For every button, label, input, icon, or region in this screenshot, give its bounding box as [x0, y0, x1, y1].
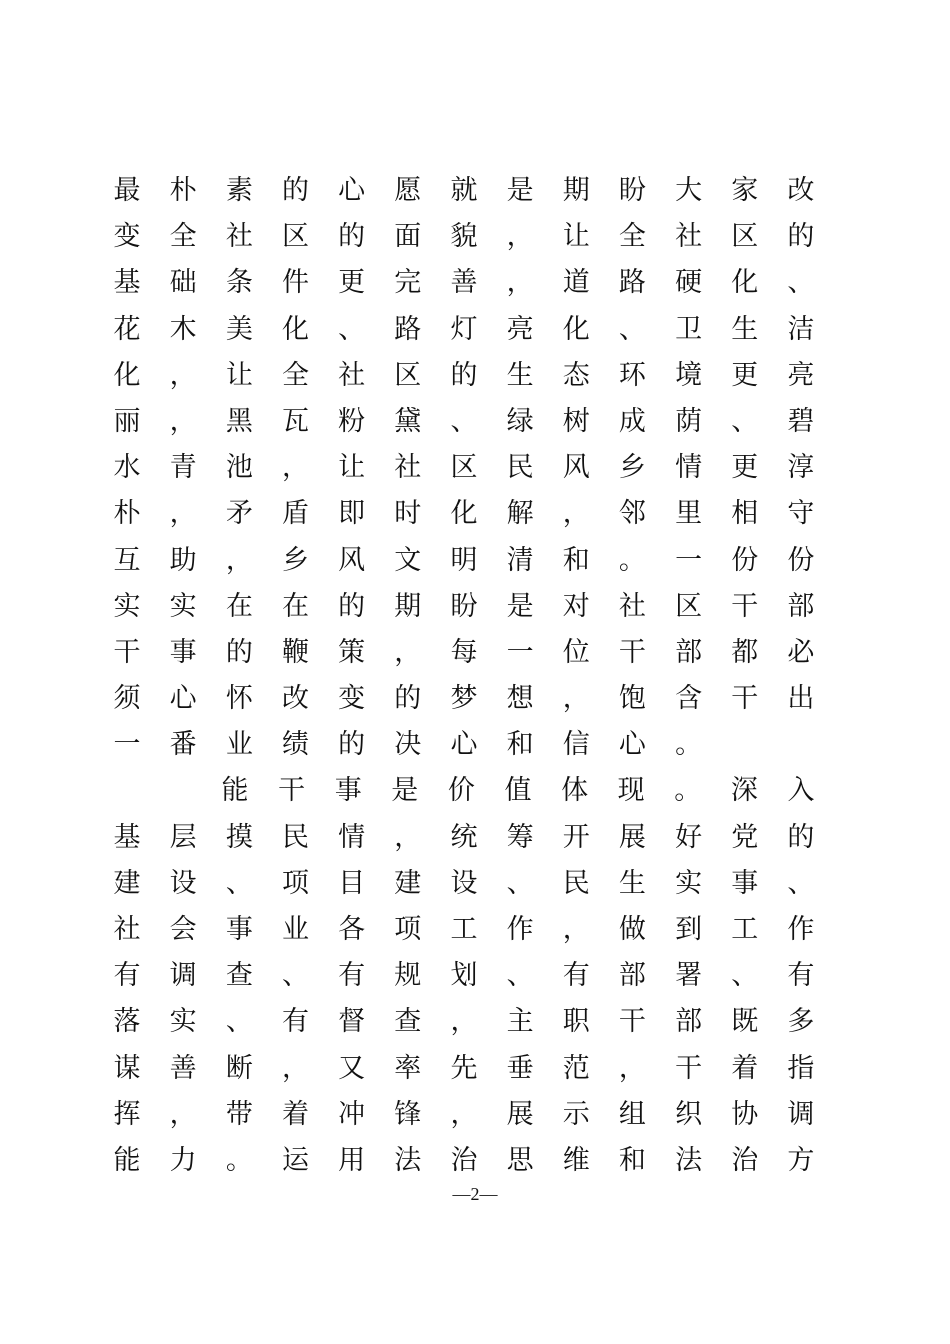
body-text	[112, 168, 816, 1184]
page-number: —2—	[452, 1184, 498, 1204]
text-line: 基 层 摸 民 情 ， 统 筹 开 展 好 党 的	[113, 821, 815, 853]
text-line: 花 木 美 化 、 路 灯 亮 化 、 卫 生 洁	[113, 313, 815, 345]
text-line: 丽 ， 黑 瓦 粉 黛 、 绿 树 成 荫 、 碧	[113, 405, 815, 437]
text-line: 一 番 业 绩 的 决 心 和 信 心 。	[113, 729, 703, 761]
text-line: 变 全 社 区 的 面 貌 ， 让 全 社 区 的	[113, 221, 815, 253]
text-line: 实 实 在 在 的 期 盼 是 对 社 区 干 部	[113, 590, 815, 622]
text-line: 须 心 怀 改 变 的 梦 想 ， 饱 含 干 出	[113, 683, 815, 715]
text-line: 能 力 。 运 用 法 治 思 维 和 法 治 方	[113, 1144, 815, 1176]
text-line: 有 调 查 、 有 规 划 、 有 部 署 、 有	[113, 960, 815, 992]
text-line: 化 ， 让 全 社 区 的 生 态 环 境 更 亮	[113, 359, 815, 391]
text-line: 水 青 池 ， 让 社 区 民 风 乡 情 更 淳	[113, 452, 815, 484]
text-line: 能 干 事 是 价 值 体 现 。 深 入	[221, 775, 815, 807]
text-line: 落 实 、 有 督 查 ， 主 职 干 部 既 多	[113, 1006, 815, 1038]
text-line: 最 朴 素 的 心 愿 就 是 期 盼 大 家 改	[113, 175, 815, 206]
text-line: 干 事 的 鞭 策 ， 每 一 位 干 部 都 必	[113, 636, 815, 668]
text-line: 基 础 条 件 更 完 善 ， 道 路 硬 化 、	[113, 267, 815, 299]
text-line: 社 会 事 业 各 项 工 作 ， 做 到 工 作	[113, 914, 815, 945]
text-line: 互 助 ， 乡 风 文 明 清 和 。 一 份 份	[113, 544, 815, 576]
text-line: 建 设 、 项 目 建 设 、 民 生 实 事 、	[113, 867, 815, 899]
text-line: 谋 善 断 ， 又 率 先 垂 范 ， 干 着 指	[113, 1052, 815, 1084]
text-line: 挥 ， 带 着 冲 锋 ， 展 示 组 织 协 调	[113, 1098, 815, 1130]
text-line: 朴 ， 矛 盾 即 时 化 解 ， 邻 里 相 守	[113, 498, 815, 530]
